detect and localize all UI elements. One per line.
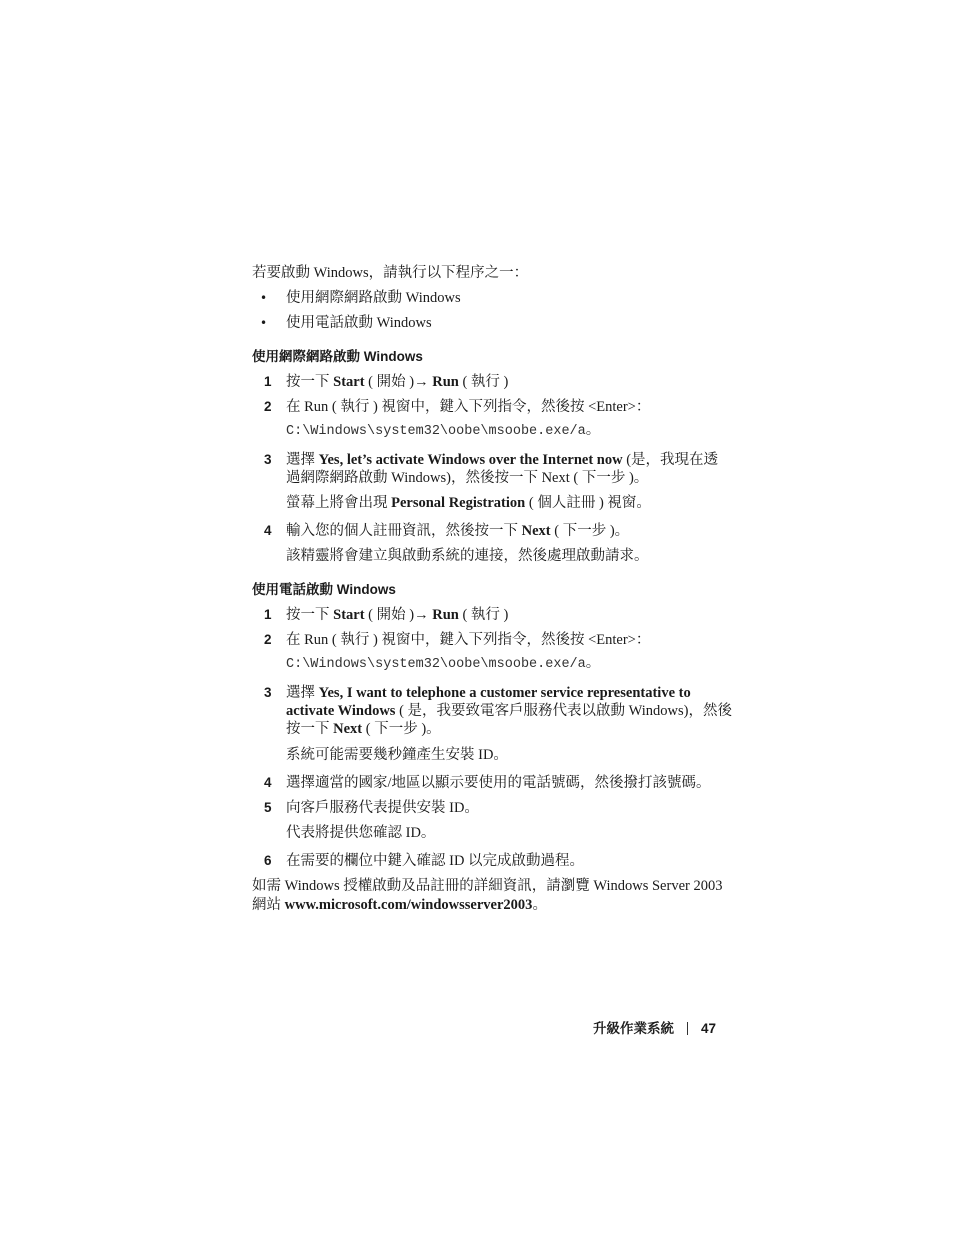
bullet-icon: • xyxy=(260,291,268,305)
step-number: 3 xyxy=(264,685,272,700)
chapter-title: 升級作業系統 xyxy=(592,1021,674,1036)
step-number: 2 xyxy=(264,399,272,414)
phone-step-5-note: 代表將提供您確認 ID。 xyxy=(286,825,436,841)
phone-step-3-note: 系統可能需要幾秒鐘產生安裝 ID。 xyxy=(286,747,508,763)
closing-paragraph: 如需 Windows 授權啟動及品註冊的詳細資訊，請瀏覽 Windows Server 2003 網站 www.microsoft.com/windowsserver2003。 xyxy=(252,878,723,913)
intro-text: 若要啟動 Windows，請執行以下程序之一： xyxy=(252,265,529,281)
step-number: 2 xyxy=(264,632,272,647)
document-page: 若要啟動 Windows，請執行以下程序之一： • 使用網際網路啟動 Windows • 使用電話啟動 Windows 使用網際網路啟動 Windows 1 按一下 Start ( 開始 )→ Run ( 執行 ) 2 在 Run ( 執行 ) 視窗中，鍵入下列指令，然後按 <Enter>： C:\Windows\system32\oobe\msoobe.exe/a。 3 選擇 Yes, let’s activate Windows over the Internet now (是，我現在透過網際網路啟動 Windows)，然後按一下 Next ( 下一步 )。 螢幕上將會出現 Personal Registration ( 個人註冊 ) 視窗。 4 輸入您的個人註冊資訊，然後按一下 Next ( 下一步 )。 該精靈將會建立與啟動系統的連接，然後處理啟動請求。 使用電話啟動 Windows 1 按一下 Start ( 開始 )→ Run ( 執行 ) 2 在 Run ( 執行 ) 視窗中，鍵入下列指令，然後按 <Enter>： C:\Windows\system32\oobe\msoobe.exe/a。 3 選擇 Yes, I want to telephone a customer service representative to activate Windows ( 是，我要致電客戶服務代表以啟動 Windows)，然後按一下 Next ( 下一步 )。 系統可能需要幾秒鐘產生安裝 ID。 4 選擇適當的國家/地區以顯示要使用的電話號碼，然後撥打該號碼。 5 向客戶服務代表提供安裝 ID。 代表將提供您確認 ID。 6 在需要的欄位中鍵入確認 ID 以完成啟動過程。 如需 Windows 授權啟動及品註冊的詳細資訊，請瀏覽 Windows Server 2003 網站 www.microsoft.com/windowsserver2003。 升級作業系統 47 xyxy=(252,265,732,1036)
step-number: 3 xyxy=(264,452,272,467)
step-number: 1 xyxy=(264,374,272,389)
step-number: 4 xyxy=(264,523,272,538)
footer-divider xyxy=(687,1022,688,1035)
internet-step-3-note: 螢幕上將會出現 Personal Registration ( 個人註冊 ) 視窗。 xyxy=(286,495,651,511)
page-footer xyxy=(560,1020,716,1038)
step-number: 4 xyxy=(264,775,272,790)
page-number: 47 xyxy=(700,1021,716,1036)
arrow-icon: → xyxy=(414,607,429,623)
internet-step-4-note: 該精靈將會建立與啟動系統的連接，然後處理啟動請求。 xyxy=(286,548,649,564)
command-text: C:\Windows\system32\oobe\msoobe.exe/a xyxy=(286,657,586,672)
section-heading-phone: 使用電話啟動 Windows xyxy=(252,582,396,597)
bullet-icon: • xyxy=(260,316,268,330)
step-number: 5 xyxy=(264,800,272,815)
command-text: C:\Windows\system32\oobe\msoobe.exe/a xyxy=(286,424,586,439)
arrow-icon: → xyxy=(414,374,429,390)
website-link[interactable]: www.microsoft.com/windowsserver2003 xyxy=(284,897,533,913)
section-heading-internet: 使用網際網路啟動 Windows xyxy=(252,349,423,364)
step-number: 1 xyxy=(264,607,272,622)
step-number: 6 xyxy=(264,853,272,868)
